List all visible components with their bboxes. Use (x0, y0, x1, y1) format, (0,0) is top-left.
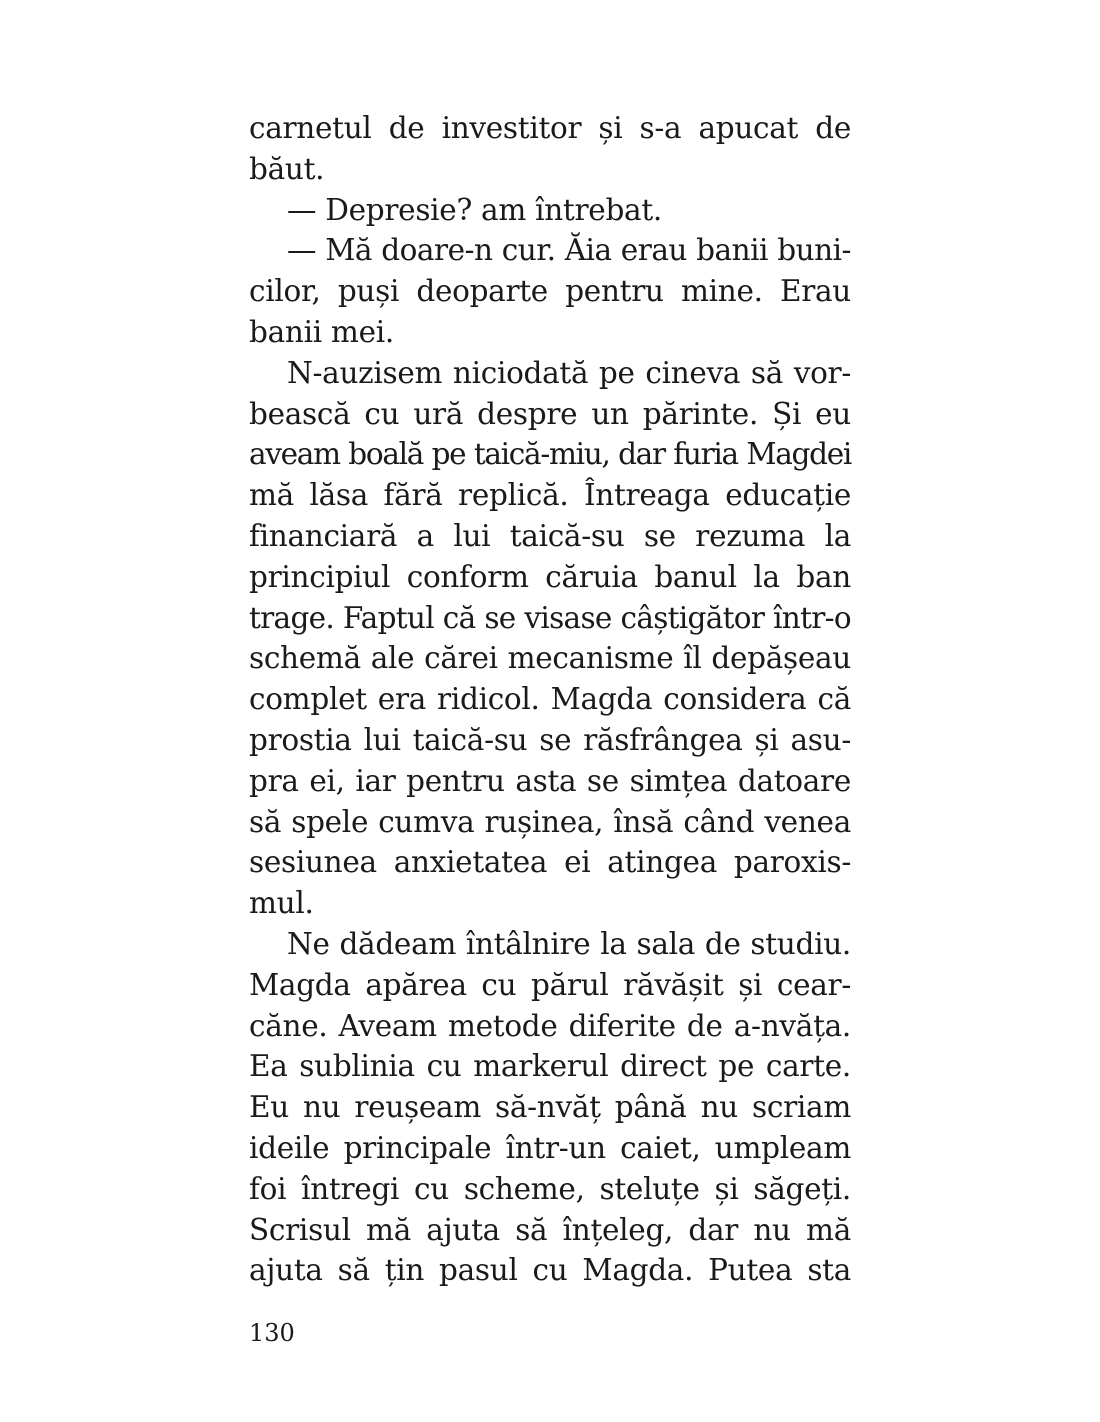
text-line: mă lăsa fără replică. Întreaga educație (249, 478, 851, 513)
text-line: să spele cumva rușinea, însă când venea (249, 804, 851, 839)
text-line: Scrisul mă ajuta să înțeleg, dar nu mă (249, 1212, 851, 1247)
text-line: foi întregi cu scheme, steluțe și săgeți. (249, 1171, 851, 1206)
text-line: carnetul de investitor și s-a apucat de (249, 111, 851, 145)
text-line: cilor, puși deoparte pentru mine. Erau (249, 274, 851, 309)
paragraph-start-line: Ne dădeam întâlnire la sala de studiu. (287, 926, 851, 961)
text-line: ideile principale într-un caiet, umpleam (249, 1130, 851, 1165)
text-line: financiară a lui taică-su se rezuma la (249, 518, 851, 553)
text-line: aveam boală pe taică-miu, dar furia Magdei (249, 437, 851, 472)
text-line: banii mei. (249, 314, 394, 349)
body-text (249, 108, 851, 1291)
text-line: schemă ale cărei mecanisme îl depășeau (249, 641, 851, 676)
dialogue-line: — Mă doare-n cur. Ăia erau banii buni- (287, 233, 851, 268)
text-line: prostia lui taică-su se răsfrângea și asu- (249, 722, 851, 757)
text-line: căne. Aveam metode diferite de a-nvăța. (249, 1008, 851, 1043)
text-line: Ea sublinia cu markerul direct pe carte. (249, 1049, 851, 1084)
text-line: ajuta să țin pasul cu Magda. Putea sta (249, 1253, 851, 1288)
text-line: complet era ridicol. Magda considera că (249, 682, 851, 717)
page-number: 130 (249, 1319, 295, 1347)
text-line: mul. (249, 886, 314, 921)
text-line: bească cu ură despre un părinte. Și eu (249, 396, 851, 431)
text-line: Magda apărea cu părul răvășit și cear- (249, 967, 851, 1002)
text-line: sesiunea anxietatea ei atingea paroxis- (249, 845, 851, 880)
text-line: principiul conform căruia banul la ban (249, 559, 851, 594)
text-line: pra ei, iar pentru asta se simțea datoare (249, 763, 851, 798)
dialogue-line: — Depresie? am întrebat. (287, 192, 662, 227)
text-line: Eu nu reușeam să-nvăț până nu scriam (249, 1090, 851, 1125)
text-line: băut. (249, 151, 325, 186)
text-line: trage. Faptul că se visase câștigător într-o (249, 600, 851, 635)
paragraph-start-line: N-auzisem niciodată pe cineva să vor- (287, 355, 851, 390)
